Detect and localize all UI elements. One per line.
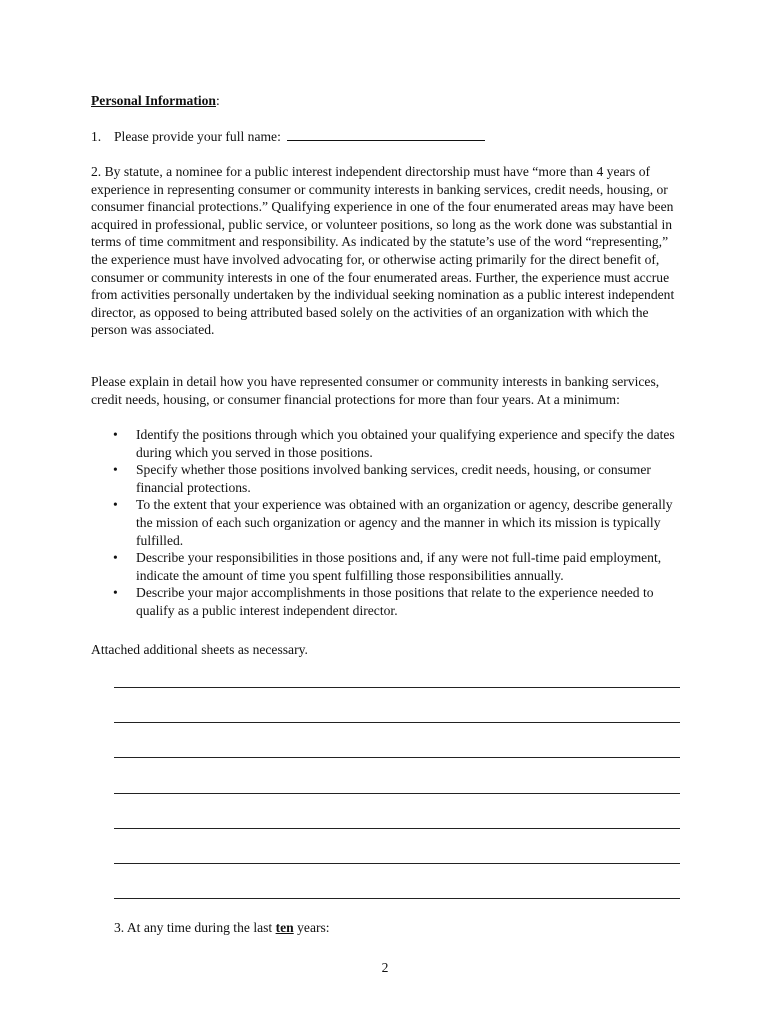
question-2-paragraph: 2. By statute, a nominee for a public interest independent directorship must have “more than 4 years of experience in representing consumer or community interests in banking services, credit needs, housing, or consumer financial protections.” Qualifying experience in one of the four enumerated areas may have been acquired in professional, public service, or volunteer positions, so long as the work done was substantial in terms of time commitment and responsibility. As indicated by the statute’s use of the word “representing,” the experience must have involved advocating for, or otherwise acting primarily for the direct benefit of, consumer or community interests in one of the four enumerated areas. Further, the experience must accrue from activities personally undertaken by the individual seeking nomination as a public interest independent director, as opposed to being attributed based solely on the activities of an organization with which the person was associated. <box>91 164 675 338</box>
requirement-text: Describe your responsibilities in those positions and, if any were not full-time paid employment, indicate the amount of time you spent fulfilling those responsibilities annually. <box>136 550 662 583</box>
bullet-icon: • <box>113 585 118 601</box>
list-item <box>91 496 681 549</box>
section-heading-text: Personal Information <box>91 93 216 108</box>
list-item <box>91 461 681 496</box>
section-heading-colon: : <box>215 93 220 108</box>
bullet-icon: • <box>113 427 118 442</box>
list-item <box>91 549 681 584</box>
answer-line[interactable] <box>114 757 680 758</box>
list-item <box>91 584 681 619</box>
question-1-text: Please provide your full name: <box>114 129 281 144</box>
bullet-icon: • <box>113 550 118 566</box>
answer-line[interactable] <box>114 722 680 723</box>
requirement-text: Specify whether those positions involved banking services, credit needs, housing, or consumer financial protections. <box>136 462 651 495</box>
attach-note: Attached additional sheets as necessary. <box>91 642 308 657</box>
list-item <box>91 426 681 461</box>
question-1-number: 1. <box>91 129 102 144</box>
requirement-text: Identify the positions through which you obtained your qualifying experience and specify the dates during which you served in those positions. <box>136 427 675 460</box>
bullet-icon: • <box>113 462 118 478</box>
requirement-text: Describe your major accomplishments in those positions that relate to the experience needed to qualify as a public interest independent director. <box>136 585 654 618</box>
page-number: 2 <box>381 960 389 975</box>
answer-line[interactable] <box>114 687 680 688</box>
question-1 <box>91 128 485 146</box>
bullet-icon: • <box>113 497 118 513</box>
answer-line[interactable] <box>114 863 680 864</box>
explain-instructions: Please explain in detail how you have represented consumer or community interests in banking services, credit needs, housing, or consumer financial protections for more than four years. At a minimum: <box>91 374 660 407</box>
question-3-suffix: years: <box>293 920 330 935</box>
question-3-prefix: 3. At any time during the last <box>114 920 276 935</box>
answer-line[interactable] <box>114 898 680 899</box>
answer-line[interactable] <box>114 793 680 794</box>
requirement-text: To the extent that your experience was obtained with an organization or agency, describe generally the mission of each such organization or agency and the manner in which its mission is typically fulfilled. <box>136 497 673 548</box>
section-heading <box>91 92 220 110</box>
requirements-list <box>91 426 681 620</box>
answer-line[interactable] <box>114 828 680 829</box>
question-3-emphasis: ten <box>275 920 294 935</box>
full-name-field[interactable] <box>287 128 485 141</box>
question-3 <box>114 919 330 937</box>
